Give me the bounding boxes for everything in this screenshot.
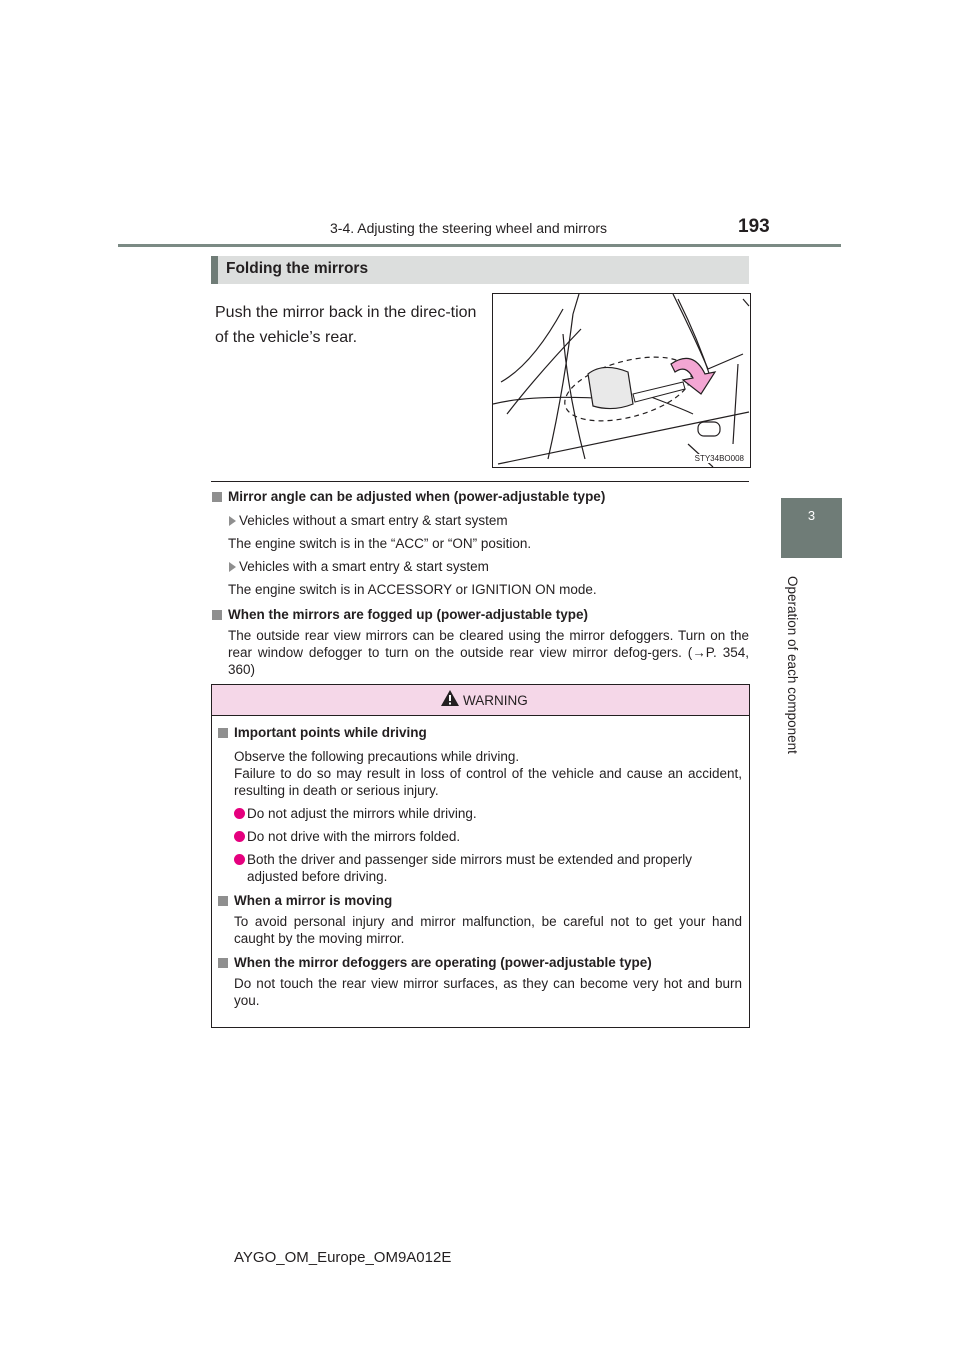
section-title: Folding the mirrors [226,260,369,277]
folding-instruction: Push the mirror back in the direc-tion of the vehicle’s rear. [215,304,477,346]
warning-heading-defoggers: When the mirror defoggers are operating (power-adjustable type) [217,954,742,972]
section-title-accent [211,256,218,284]
page-number: 193 [738,216,770,237]
chapter-number: 3 [807,508,816,523]
warning-text-moving: To avoid personal injury and mirror malfunction, be careful not to get your hand caught by the moving mirror. [234,914,742,946]
warning-bullet: Both the driver and passenger side mirrors must be extended and properly adjusted before driving. [234,851,742,885]
chapter-tab[interactable] [781,498,842,558]
warning-text-defoggers: Do not touch the rear view mirror surfaces, as they can become very hot and burn you. [234,976,742,1008]
note-text-defogger: The outside rear view mirrors can be cleared using the mirror defoggers. Turn on the rear window defogger to turn on the outside rear view mirror defog-gers. (→P. 354, 360) [228,628,749,677]
header-section-title: 3-4. Adjusting the steering wheel and mirrors [330,220,608,236]
warning-box [211,684,750,1028]
note-text-acc-on: The engine switch is in the “ACC” or “ON” position. [228,536,532,551]
section-title-bar [211,256,749,284]
warning-body [212,716,749,1009]
warning-heading-driving: Important points while driving [217,724,742,742]
note-heading-fogged: When the mirrors are fogged up (power-adjustable type) [211,606,749,624]
note-text-accessory-mode: The engine switch is in ACCESSORY or IGNITION ON mode. [228,582,597,597]
warning-label: WARNING [463,693,528,708]
mirror-folding-illustration [492,293,751,468]
warning-header [212,685,749,716]
note-sub-with-smart-entry: Vehicles with a smart entry & start system [228,558,749,575]
warning-heading-moving: When a mirror is moving [217,892,742,910]
footer-doc-id: AYGO_OM_Europe_OM9A012E [234,1249,452,1266]
chapter-side-label [756,576,826,766]
note-heading-angle: Mirror angle can be adjusted when (power-adjustable type) [211,488,749,506]
warning-bullet: Do not adjust the mirrors while driving. [234,805,742,822]
warning-text-driving-consequence: Failure to do so may result in loss of control of the vehicle and cause an accident, resulting in death or serious injury. [234,766,742,798]
figure-code: STY34BO008 [694,454,744,463]
mirror-illustration-drawing [493,294,750,467]
warning-text-driving: Observe the following precautions while driving. [234,749,520,764]
chapter-label-text: Operation of each component [785,576,800,754]
header-rule [118,244,841,247]
notes-block [211,488,749,678]
warning-triangle-icon [440,689,460,707]
warning-bullet: Do not drive with the mirrors folded. [234,828,742,845]
note-sub-without-smart-entry: Vehicles without a smart entry & start system [228,512,749,529]
section-divider [211,481,749,482]
